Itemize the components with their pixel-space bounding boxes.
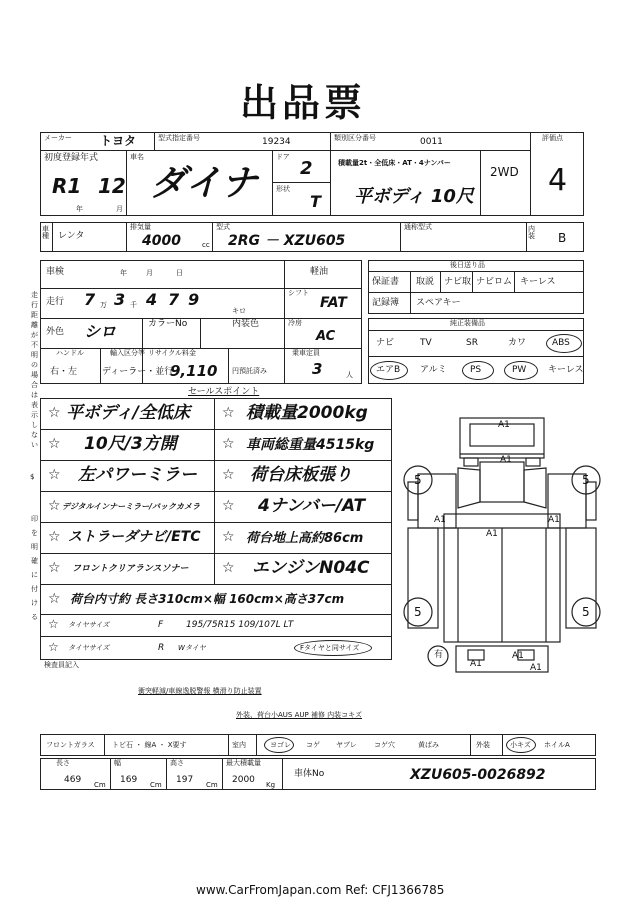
type-no-label: 型式指定番号 bbox=[158, 134, 200, 142]
notes-line1: 衝突軽減/車線逸脱警報 横滑り防止装置 bbox=[138, 687, 262, 695]
equip-item: カワ bbox=[508, 338, 527, 348]
star-icon: ☆ bbox=[222, 560, 235, 576]
doc-item: キーレス bbox=[520, 277, 556, 287]
capacity-label: 乗車定員 bbox=[292, 349, 320, 357]
trans-label: 通称型式 bbox=[404, 223, 432, 231]
maker-value: トヨタ bbox=[100, 134, 137, 148]
doc-item: ナビ取 bbox=[444, 277, 472, 287]
car-name-label: 車名 bbox=[130, 153, 144, 161]
shift-label: 形状 bbox=[276, 185, 290, 193]
mileage-digit: 9 bbox=[188, 290, 200, 309]
handle-value: 右・左 bbox=[50, 367, 78, 377]
damage-mark: A1 bbox=[500, 455, 512, 465]
class-label: 類別区分番号 bbox=[334, 134, 376, 142]
star-icon: ☆ bbox=[48, 640, 59, 654]
star-icon: ☆ bbox=[222, 529, 235, 545]
load-label: 最大積載量 bbox=[226, 759, 261, 767]
star-icon: ☆ bbox=[48, 498, 61, 514]
wid-label: 幅 bbox=[114, 759, 121, 767]
star-icon: ☆ bbox=[48, 560, 61, 576]
tsuki-label: 月 bbox=[116, 205, 123, 213]
sales-point: ストラーダナビ/ETC bbox=[68, 529, 201, 545]
equip-item: アルミ bbox=[420, 365, 447, 375]
doors-value: 2 bbox=[300, 158, 313, 179]
handle-label: ハンドル bbox=[56, 349, 84, 357]
damage-mark: A1 bbox=[498, 420, 510, 430]
shift-value: T bbox=[310, 192, 321, 211]
truck-diagram bbox=[398, 410, 608, 690]
car-name-value: ダイナ bbox=[150, 163, 258, 204]
bed-size: 荷台内寸約 長さ310cm×幅 160cm×高さ37cm bbox=[70, 592, 345, 606]
recycle-value: 9,110 bbox=[170, 362, 218, 380]
ext-cond-label: 外装 bbox=[476, 741, 490, 749]
mileage-digit: 7 bbox=[168, 290, 180, 309]
left-margin-note2: 印を明確に付ける bbox=[31, 515, 38, 621]
sales-point: 車両総重量4515kg bbox=[246, 437, 375, 453]
hei-value: 197 bbox=[176, 775, 194, 785]
doc-records-label: 記録簿 bbox=[372, 298, 400, 308]
room-option: コゲ穴 bbox=[374, 741, 395, 749]
doc-spare-key: スペアキー bbox=[416, 298, 461, 308]
cm-unit: Cm bbox=[150, 781, 162, 789]
sales-point: フロントクリアランスソナー bbox=[72, 564, 189, 574]
star-icon: ☆ bbox=[222, 498, 235, 514]
doc-item: ナビロム bbox=[476, 277, 513, 287]
use-label: 車種 bbox=[42, 225, 49, 240]
watermark: www.CarFromJapan.com Ref: CFJ1366785 bbox=[196, 883, 445, 897]
tire-mark: 5 bbox=[414, 473, 422, 487]
wid-value: 169 bbox=[120, 775, 138, 785]
tire-r-pos: R bbox=[158, 643, 165, 653]
dollar-mark: $ bbox=[30, 473, 35, 481]
reg-year: R1 bbox=[52, 174, 82, 198]
mileage-digit: 4 bbox=[146, 290, 158, 309]
ext-option: 小キズ bbox=[510, 741, 531, 749]
tire-f-label: タイヤサイズ bbox=[68, 621, 110, 629]
doc-item: 保証書 bbox=[372, 277, 400, 287]
spare-mark: 有 bbox=[434, 650, 444, 660]
month-label: 月 bbox=[146, 269, 153, 277]
damage-mark: A1 bbox=[434, 515, 446, 525]
ac-label: 冷房 bbox=[288, 319, 302, 327]
equipment-title: 純正装備品 bbox=[450, 319, 485, 327]
int-color-label: 内装色 bbox=[232, 319, 260, 329]
cc-label: 排気量 bbox=[130, 223, 151, 231]
grade-value: 4 bbox=[548, 163, 568, 198]
glass-options: トビ石 ・ 線A ・ X要す bbox=[112, 741, 187, 749]
recycle-label: リサイクル料金 bbox=[148, 349, 197, 357]
grade-label: 評価点 bbox=[542, 134, 563, 142]
room-option: 黄ばみ bbox=[418, 741, 439, 749]
km-label: キロ bbox=[232, 307, 246, 315]
sales-point: デジタルインナーミラー/バックカメラ bbox=[62, 502, 201, 511]
nen-label: 年 bbox=[76, 205, 83, 213]
inner-label: 内装 bbox=[528, 225, 535, 240]
day-label: 日 bbox=[176, 269, 183, 277]
tire-f-value: 195/75R15 109/107L LT bbox=[186, 620, 294, 630]
damage-mark: A1 bbox=[486, 529, 498, 539]
room-label: 室内 bbox=[232, 741, 246, 749]
left-margin-note: 走行距離が不明の場合は表示しない bbox=[31, 291, 38, 449]
class-value: 0011 bbox=[420, 137, 443, 147]
inner-value: B bbox=[558, 231, 567, 245]
model-label: 型式 bbox=[216, 223, 230, 231]
cm-unit: Cm bbox=[206, 781, 218, 789]
tire-r-note: Fタイヤと同サイズ bbox=[300, 644, 360, 652]
equip-item: エアB bbox=[376, 365, 401, 375]
mileage-digit: 7 bbox=[84, 290, 96, 309]
star-icon: ☆ bbox=[222, 405, 235, 421]
len-label: 長さ bbox=[56, 759, 70, 767]
ac-value: AC bbox=[316, 329, 336, 344]
equip-item: PS bbox=[470, 365, 482, 375]
cc-value: 4000 bbox=[142, 233, 181, 249]
type-no-value: 19234 bbox=[262, 137, 291, 147]
star-icon: ☆ bbox=[48, 529, 61, 545]
ext-value: シロ bbox=[84, 322, 117, 341]
equip-item: TV bbox=[420, 338, 432, 348]
equip-item: ナビ bbox=[376, 338, 395, 348]
star-icon: ☆ bbox=[48, 436, 61, 452]
sales-point: 平ボディ/全低床 bbox=[66, 403, 190, 423]
sales-point: 4ナンバー/AT bbox=[258, 496, 366, 516]
room-option: ヤブレ bbox=[336, 741, 357, 749]
inspector-label: 検査員記入 bbox=[44, 661, 79, 669]
tire-r-value: Wタイヤ bbox=[178, 644, 206, 652]
tire-mark: 5 bbox=[582, 605, 590, 619]
spec-value: 積載量2t・全低床・AT・4ナンバー bbox=[338, 159, 451, 167]
door-label: ドア bbox=[276, 153, 290, 161]
body-value: 平ボディ 10尺 bbox=[354, 186, 474, 207]
doc-item: 取説 bbox=[416, 277, 435, 287]
mileage-unit: 万 bbox=[100, 301, 107, 309]
import-label: 輸入区分等 bbox=[110, 349, 145, 357]
mileage-label: 走行 bbox=[46, 297, 65, 307]
glass-label: フロントガラス bbox=[46, 741, 95, 749]
model-value: 2RG － XZU605 bbox=[228, 233, 346, 249]
cc-unit: cc bbox=[202, 241, 210, 249]
mileage-digits bbox=[84, 292, 284, 312]
kg-unit: Kg bbox=[266, 781, 276, 789]
tire-r-label: タイヤサイズ bbox=[68, 644, 110, 652]
equip-item: PW bbox=[512, 365, 527, 375]
room-option: コゲ bbox=[306, 741, 320, 749]
year-label: 年 bbox=[120, 269, 127, 277]
sales-point: 積載量2000kg bbox=[246, 403, 368, 423]
star-icon: ☆ bbox=[222, 467, 235, 483]
maker-label: メーカー bbox=[44, 134, 72, 142]
equip-item: ABS bbox=[552, 338, 570, 348]
drive-value: 2WD bbox=[490, 165, 519, 179]
star-icon: ☆ bbox=[48, 405, 61, 421]
vin-value: XZU605-0026892 bbox=[410, 767, 546, 783]
equip-item: キーレス bbox=[548, 365, 584, 375]
sales-point: 左パワーミラー bbox=[78, 465, 197, 485]
sales-point: 荷台床板張り bbox=[250, 465, 352, 485]
ext-label: 外色 bbox=[46, 327, 65, 337]
inspection-label: 車検 bbox=[46, 267, 65, 277]
recycle-note: 円預託済み bbox=[232, 367, 267, 375]
color-no-label: カラーNo bbox=[148, 319, 188, 329]
shift2-value: FAT bbox=[320, 295, 347, 311]
equip-item: SR bbox=[466, 338, 478, 348]
load-value: 2000 bbox=[232, 775, 255, 785]
fuel-value: 軽油 bbox=[310, 267, 329, 277]
sales-point: 荷台地上高約86cm bbox=[246, 531, 364, 546]
sales-title: セールスポイント bbox=[188, 387, 260, 397]
ext-option: ホイルA bbox=[544, 741, 570, 749]
star-icon: ☆ bbox=[48, 467, 61, 483]
reg-label: 初度登録年式 bbox=[44, 153, 99, 163]
mileage-digit: 3 bbox=[114, 290, 126, 309]
hei-label: 高さ bbox=[170, 759, 184, 767]
reg-month: 12 bbox=[98, 174, 126, 198]
page-title: 出品票 bbox=[240, 80, 367, 125]
capacity-value: 3 bbox=[312, 360, 323, 378]
len-value: 469 bbox=[64, 775, 82, 785]
damage-mark: A1 bbox=[530, 663, 542, 673]
damage-mark: A1 bbox=[470, 659, 482, 669]
damage-mark: A1 bbox=[512, 651, 524, 661]
tire-f-pos: F bbox=[158, 620, 164, 630]
tire-mark: 5 bbox=[582, 473, 590, 487]
person-label: 人 bbox=[346, 371, 353, 379]
shift2-label: シフト bbox=[288, 289, 309, 297]
sales-point: 10尺/3方開 bbox=[84, 434, 177, 454]
notes-line2: 外装、荷台小AUS AUP 補修 内装コキズ bbox=[236, 711, 363, 719]
star-icon: ☆ bbox=[48, 617, 59, 631]
sales-point: エンジンN04C bbox=[252, 558, 370, 578]
room-option: ヨゴレ bbox=[270, 741, 291, 749]
mileage-unit: 千 bbox=[130, 301, 137, 309]
cm-unit: Cm bbox=[94, 781, 106, 789]
star-icon: ☆ bbox=[48, 591, 61, 607]
documents-title: 後日送り品 bbox=[450, 261, 485, 269]
use-value: レンタ bbox=[58, 231, 85, 241]
tire-mark: 5 bbox=[414, 605, 422, 619]
star-icon: ☆ bbox=[222, 436, 235, 452]
import-value: ディーラー・並行 bbox=[102, 367, 174, 377]
damage-mark: A1 bbox=[548, 515, 560, 525]
vin-label: 車体No bbox=[294, 769, 325, 779]
